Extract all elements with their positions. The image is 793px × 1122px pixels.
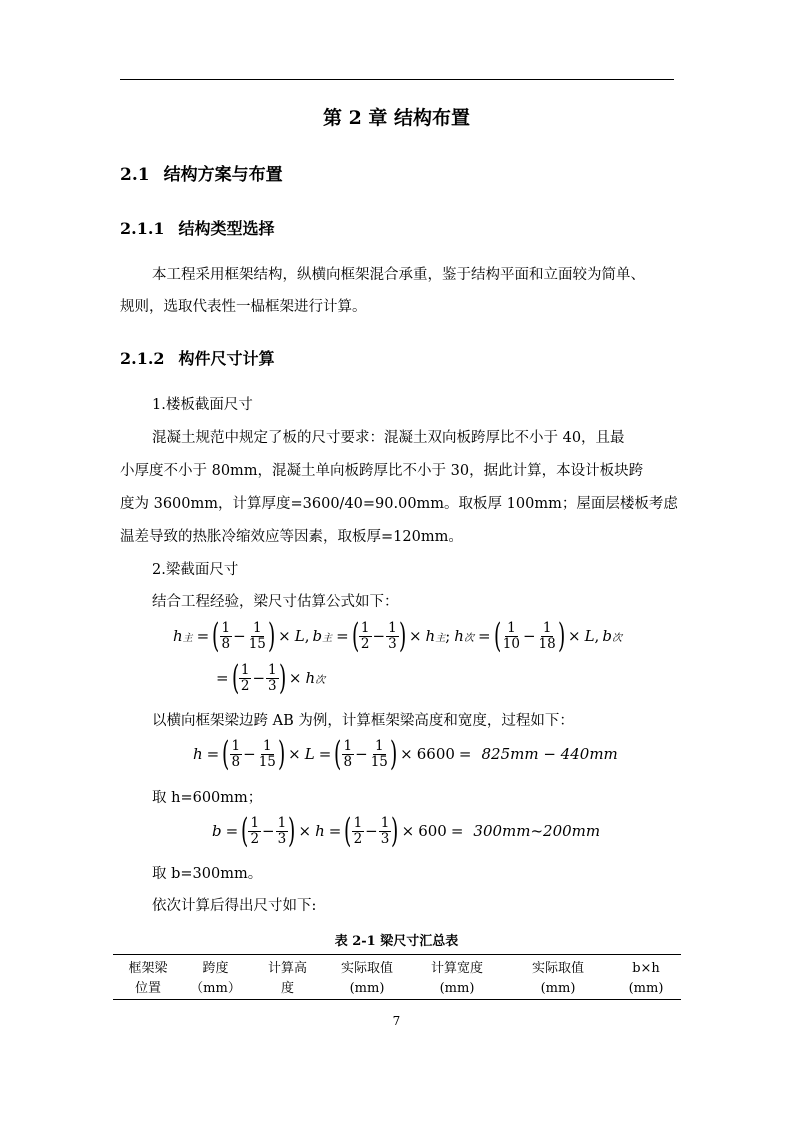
paragraph-line: 温差导致的热胀冷缩效应等因素，取板厚=120mm。 (120, 529, 463, 545)
section-number: 2.1 (120, 165, 150, 185)
subscript: 主 (182, 632, 193, 644)
paragraph-line: 混凝土规范中规定了板的尺寸要求：混凝土双向板跨厚比不小于 40，且最 (152, 430, 625, 446)
table-header-cell: 跨度 （mm） (190, 961, 241, 996)
beam-formula-line-2: = ( $\frac{1}{2}$ − $\frac{1}{3}$ ) × h 次 (216, 658, 326, 698)
fraction: $\frac{1}{8}$ (221, 619, 231, 652)
width-result: 300mm~200mm (473, 822, 601, 840)
slab-heading: 1.楼板截面尺寸 (152, 397, 253, 413)
table-header-cell: 计算宽度 (mm) (430, 961, 483, 996)
chapter-title: 第 2 章 结构布置 (322, 107, 471, 129)
paragraph-line: 取 b=300mm。 (152, 866, 263, 882)
var-h: h (173, 627, 183, 645)
section-number: 2.1.2 (120, 349, 165, 368)
table-header-rule (113, 999, 681, 1000)
equals: = (196, 627, 210, 645)
width-formula: b = ( $\frac{1}{2}$ − $\frac{1}{3}$ ) × h = ( $\frac{1}{2}$ − $\frac{1}{3}$ ) × 600 = 300mm~200mm (212, 811, 601, 851)
section-title: 结构类型选择 (178, 219, 275, 238)
table-header-cell: 实际取值 (mm) (531, 961, 584, 996)
table-header-cell: 计算高 度 (267, 961, 307, 996)
section-title: 构件尺寸计算 (178, 349, 275, 368)
paragraph-line: 度为 3600mm，计算厚度=3600/40=90.00mm。取板厚 100mm；屋面层楼板考虑 (120, 496, 678, 512)
paragraph-line: 本工程采用框架结构，纵横向框架混合承重，鉴于结构平面和立面较为简单、 (152, 267, 645, 283)
beam-heading: 2.梁截面尺寸 (152, 562, 239, 578)
table-caption: 表 2-1 梁尺寸汇总表 (334, 934, 459, 949)
table-header-cell: 框架梁 位置 (128, 961, 168, 996)
paragraph-line: 取 h=600mm； (152, 790, 263, 806)
paragraph-line: 依次计算后得出尺寸如下: (152, 898, 317, 914)
section-2-1-1-heading (120, 216, 275, 239)
section-title: 结构方案与布置 (163, 165, 283, 185)
paragraph-line: 结合工程经验，梁尺寸估算公式如下： (152, 594, 399, 610)
beam-formula-line-1: h 主 = ( $\frac{1}{8}$ − $\frac{1}{15}$ ) × L , b 主 = ( $\frac{1}{2}$ − $\frac{1}{3}$ ) × h 主 ; h 次 = ( $\frac{1}{10}$ − $\frac{1}{18}$ ) × L , b 次 (173, 616, 622, 656)
paragraph-line: 小厚度不小于 80mm，混凝土单向板跨厚比不小于 30，据此计算，本设计板块跨 (120, 463, 644, 479)
table-header-cell: 实际取值 (mm) (340, 961, 393, 996)
paragraph-line: 规则，选取代表性一榀框架进行计算。 (120, 299, 367, 315)
paragraph-line: 以横向框架梁边跨 AB 为例，计算框架梁高度和宽度，过程如下： (152, 713, 574, 729)
section-2-1-heading (120, 160, 283, 185)
section-2-1-2-heading (120, 346, 275, 369)
section-number: 2.1.1 (120, 219, 165, 238)
table-top-rule (113, 954, 681, 955)
header-rule (120, 79, 674, 80)
height-result: 825mm − 440mm (481, 745, 618, 763)
table-header-cell: b×h (mm) (628, 961, 664, 996)
page-number: 7 (392, 1014, 401, 1028)
height-formula: h = ( $\frac{1}{8}$ − $\frac{1}{15}$ ) × L = ( $\frac{1}{8}$ − $\frac{1}{15}$ ) × 6600 = 825mm − 440mm (193, 734, 618, 774)
fraction: $\frac{1}{15}$ (248, 619, 266, 652)
